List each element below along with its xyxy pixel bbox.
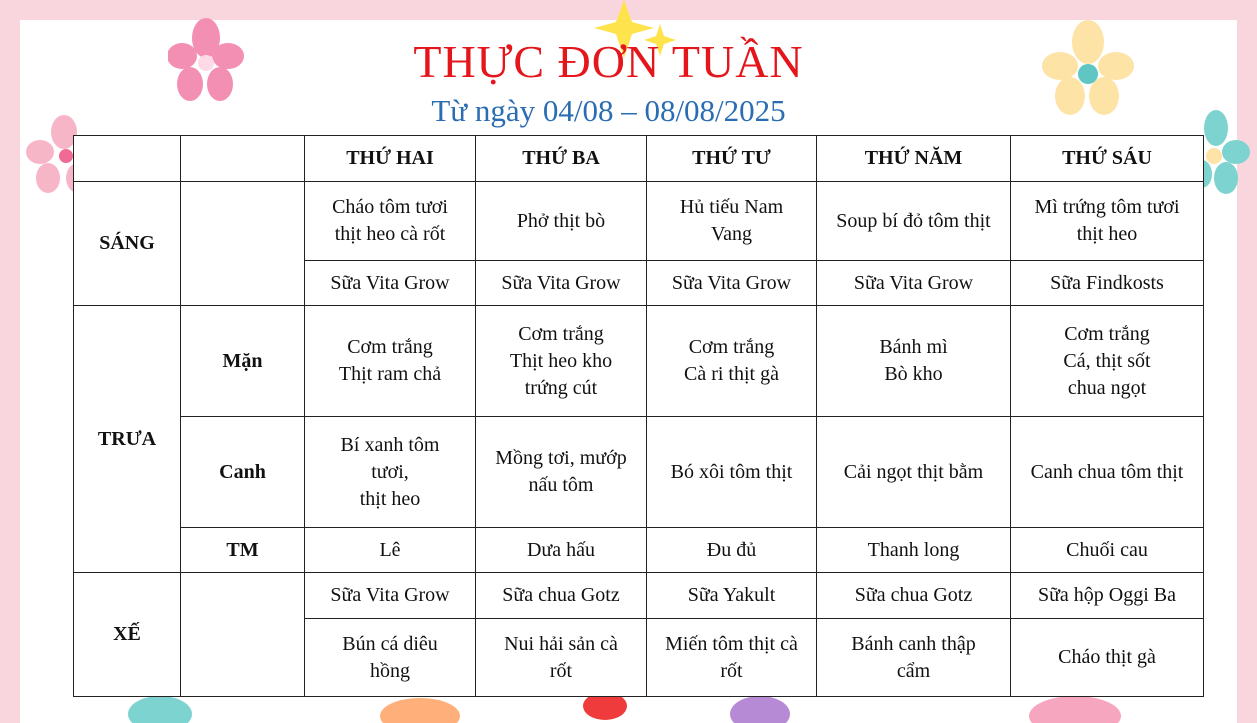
menu-cell: Sữa Vita Grow bbox=[305, 261, 476, 306]
menu-cell: Cơm trắng Cá, thịt sốt chua ngọt bbox=[1011, 306, 1204, 417]
menu-cell: Miến tôm thịt cà rốt bbox=[647, 619, 817, 697]
day-header-monday: THỨ HAI bbox=[305, 136, 476, 182]
menu-cell: Canh chua tôm thịt bbox=[1011, 417, 1204, 528]
menu-title: THỰC ĐƠN TUẦN bbox=[413, 36, 804, 87]
menu-cell: Cơm trắng Thịt heo kho trứng cút bbox=[476, 306, 647, 417]
empty-sub-label bbox=[181, 182, 305, 306]
menu-cell: Bó xôi tôm thịt bbox=[647, 417, 817, 528]
weekly-menu-table bbox=[73, 135, 1204, 697]
menu-cell: Sữa chua Gotz bbox=[476, 573, 647, 619]
day-header-thursday: THỨ NĂM bbox=[817, 136, 1011, 182]
menu-cell: Dưa hấu bbox=[476, 528, 647, 573]
menu-cell: Mì trứng tôm tươi thịt heo bbox=[1011, 182, 1204, 261]
lunch-man-row bbox=[74, 306, 1204, 417]
meal-label-snack: XẾ bbox=[74, 573, 181, 697]
menu-cell: Bí xanh tôm tươi, thịt heo bbox=[305, 417, 476, 528]
menu-cell: Sữa Vita Grow bbox=[817, 261, 1011, 306]
menu-cell: Bánh canh thập cẩm bbox=[817, 619, 1011, 697]
menu-cell: Cháo tôm tươi thịt heo cà rốt bbox=[305, 182, 476, 261]
menu-cell: Sữa Vita Grow bbox=[305, 573, 476, 619]
menu-cell: Sữa Yakult bbox=[647, 573, 817, 619]
menu-date-range: Từ ngày 04/08 – 08/08/2025 bbox=[431, 93, 786, 128]
menu-cell: Nui hải sản cà rốt bbox=[476, 619, 647, 697]
sub-label-canh: Canh bbox=[181, 417, 305, 528]
day-header-tuesday: THỨ BA bbox=[476, 136, 647, 182]
menu-cell: Bún cá diêu hồng bbox=[305, 619, 476, 697]
empty-sub-label bbox=[181, 573, 305, 697]
menu-cell: Sữa Vita Grow bbox=[476, 261, 647, 306]
day-header-friday: THỨ SÁU bbox=[1011, 136, 1204, 182]
empty-corner-cell bbox=[181, 136, 305, 182]
menu-cell: Cơm trắng Cà ri thịt gà bbox=[647, 306, 817, 417]
menu-cell: Lê bbox=[305, 528, 476, 573]
menu-cell: Cải ngọt thịt bằm bbox=[817, 417, 1011, 528]
empty-corner-cell bbox=[74, 136, 181, 182]
menu-cell: Mồng tơi, mướp nấu tôm bbox=[476, 417, 647, 528]
menu-cell: Hủ tiếu Nam Vang bbox=[647, 182, 817, 261]
menu-cell: Đu đủ bbox=[647, 528, 817, 573]
lunch-fruit-row bbox=[74, 528, 1204, 573]
menu-cell: Sữa chua Gotz bbox=[817, 573, 1011, 619]
breakfast-main-row bbox=[74, 182, 1204, 261]
menu-cell: Soup bí đỏ tôm thịt bbox=[817, 182, 1011, 261]
menu-cell: Sữa hộp Oggi Ba bbox=[1011, 573, 1204, 619]
lunch-canh-row bbox=[74, 417, 1204, 528]
menu-cell: Chuối cau bbox=[1011, 528, 1204, 573]
meal-label-lunch: TRƯA bbox=[74, 306, 181, 573]
menu-cell: Cháo thịt gà bbox=[1011, 619, 1204, 697]
menu-cell: Sữa Findkosts bbox=[1011, 261, 1204, 306]
snack-drink-row bbox=[74, 573, 1204, 619]
menu-cell: Phở thịt bò bbox=[476, 182, 647, 261]
menu-cell: Sữa Vita Grow bbox=[647, 261, 817, 306]
menu-cell: Cơm trắng Thịt ram chả bbox=[305, 306, 476, 417]
sub-label-man: Mặn bbox=[181, 306, 305, 417]
menu-cell: Bánh mì Bò kho bbox=[817, 306, 1011, 417]
sub-label-tm: TM bbox=[181, 528, 305, 573]
meal-label-breakfast: SÁNG bbox=[74, 182, 181, 306]
menu-cell: Thanh long bbox=[817, 528, 1011, 573]
day-header-row bbox=[74, 136, 1204, 182]
day-header-wednesday: THỨ TƯ bbox=[647, 136, 817, 182]
